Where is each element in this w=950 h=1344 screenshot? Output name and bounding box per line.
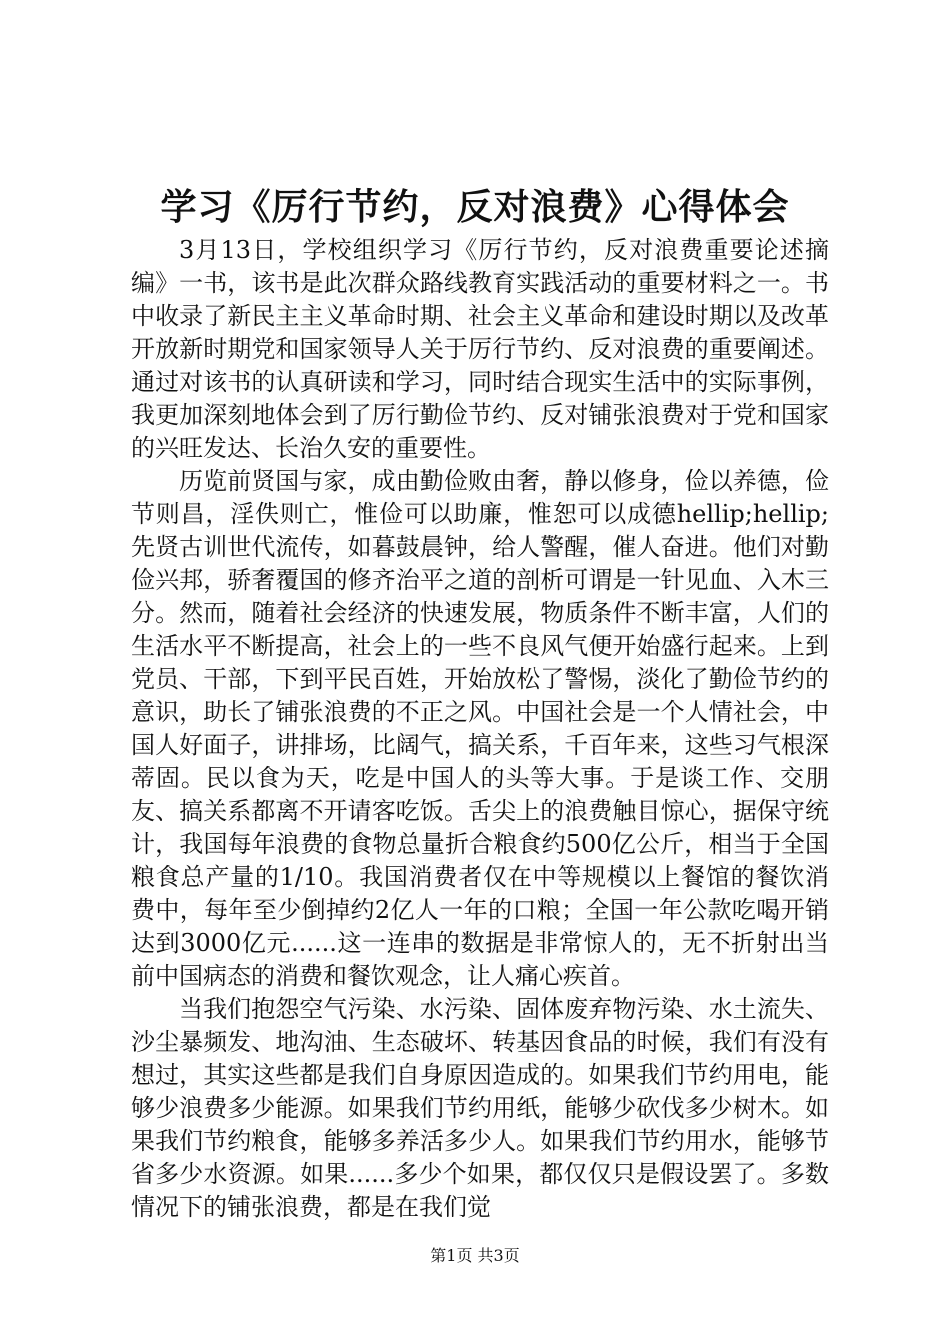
- paragraph-3: 当我们抱怨空气污染、水污染、固体废弃物污染、水土流失、沙尘暴频发、地沟油、生态破坏、转基因食品的时候，我们有没有想过，其实这些都是我们自身原因造成的。如果我们节约用电，能够少浪费多少能源。如果我们节约用纸，能够少砍伐多少树木。如果我们节约粮食，能够多养活多少人。如果我们节约用水，能够节省多少水资源。如果......多少个如果，都仅仅只是假设罢了。多数情况下的铺张浪费，都是在我们觉: [131, 995, 829, 1221]
- paragraph-1: 3月13日，学校组织学习《厉行节约，反对浪费重要论述摘编》一书，该书是此次群众路线教育实践活动的重要材料之一。书中收录了新民主主义革命时期、社会主义革命和建设时期以及改革开放新时期党和国家领导人关于厉行节约、反对浪费的重要阐述。通过对该书的认真研读和学习，同时结合现实生活中的实际事例，我更加深刻地体会到了厉行勤俭节约、反对铺张浪费对于党和国家的兴旺发达、长治久安的重要性。: [131, 236, 829, 462]
- page-number-footer: 第1页 共3页: [430, 1246, 520, 1265]
- document-title: 学习《厉行节约，反对浪费》心得体会: [160, 187, 790, 228]
- paragraph-2: 历览前贤国与家，成由勤俭败由奢，静以修身，俭以养德，俭节则昌，淫佚则亡，惟俭可以助廉，惟恕可以成德hellip;hellip;先贤古训世代流传，如暮鼓晨钟，给人警醒，催人奋进。他们对勤俭兴邦，骄奢覆国的修齐治平之道的剖析可谓是一针见血、入木三分。然而，随着社会经济的快速发展，物质条件不断丰富，人们的生活水平不断提高，社会上的一些不良风气便开始盛行起来。上到党员、干部，下到平民百姓，开始放松了警惕，淡化了勤俭节约的意识，助长了铺张浪费的不正之风。中国社会是一个人情社会，中国人好面子，讲排场，比阔气，搞关系，千百年来，这些习气根深蒂固。民以食为天，吃是中国人的头等大事。于是谈工作、交朋友、搞关系都离不开请客吃饭。舌尖上的浪费触目惊心，据保守统计，我国每年浪费的食物总量折合粮食约500亿公斤，相当于全国粮食总产量的1/10。我国消费者仅在中等规模以上餐馆的餐饮消费中，每年至少倒掉约2亿人一年的口粮；全国一年公款吃喝开销达到3000亿元......这一连串的数据是非常惊人的，无不折射出当前中国病态的消费和餐饮观念，让人痛心疾首。: [131, 467, 829, 990]
- document-body: [131, 234, 829, 1224]
